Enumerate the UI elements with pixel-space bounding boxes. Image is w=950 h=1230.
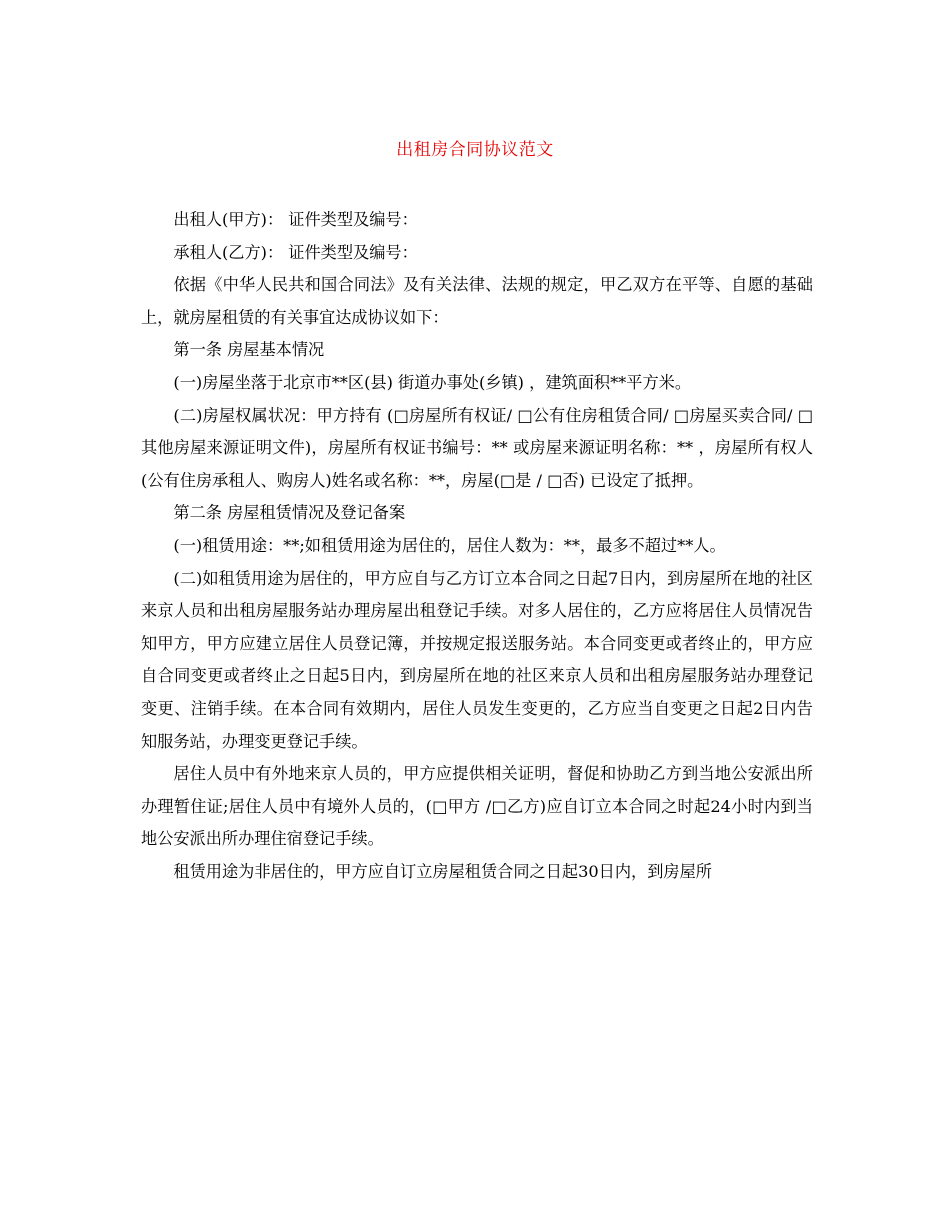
document-body [141, 204, 813, 888]
article-2-heading: 第二条 房屋租赁情况及登记备案 [173, 503, 406, 523]
paragraph-lessor: 出租人(甲方)： 证件类型及编号： [173, 210, 418, 229]
paragraph-ownership: (二)房屋权属状况：甲方持有 (□房屋所有权证/ □公有住房租赁合同/ □房屋买卖合同/ □其他房屋来源证明文件)，房屋所有权证书编号：** 或房屋来源证明名称：** ，房屋所有权人(公有住房承租人、购房人)姓名或名称：**，房屋(□是 / □否) 已设定了抵押。 [141, 405, 813, 490]
paragraph-nonresidential: 租赁用途为非居住的，甲方应自订立房屋租赁合同之日起30日内，到房屋所 [173, 861, 712, 881]
article-1-heading: 第一条 房屋基本情况 [173, 340, 325, 360]
document-title: 出租房合同协议范文 [396, 140, 554, 160]
paragraph-lessee: 承租人(乙方)： 证件类型及编号： [173, 242, 418, 262]
paragraph-registration: (二)如租赁用途为居住的，甲方应自与乙方订立本合同之日起7日内，到房屋所在地的社区来京人员和出租房屋服务站办理房屋出租登记手续。对多人居住的，乙方应将居住人员情况告知甲方，甲方应建立居住人员登记簿，并按规定报送服务站。本合同变更或者终止的，甲方应自合同变更或者终止之日起5日内，到房屋所在地的社区来京人员和出租房屋服务站办理登记变更、注销手续。在本合同有效期内，居住人员发生变更的，乙方应当自变更之日起2日内告知服务站，办理变更登记手续。 [141, 568, 813, 751]
paragraph-nonlocal-residents: 居住人员中有外地来京人员的，甲方应提供相关证明，督促和协助乙方到当地公安派出所办理暂住证;居住人员中有境外人员的，(□甲方 /□乙方)应自订立本合同之时起24小时内到当地公安派出所办理住宿登记手续。 [141, 764, 813, 849]
paragraph-basis: 依据《中华人民共和国合同法》及有关法律、法规的规定，甲乙双方在平等、自愿的基础上，就房屋租赁的有关事宜达成协议如下： [141, 275, 813, 327]
paragraph-location: (一)房屋坐落于北京市**区(县) 街道办事处(乡镇) ，建筑面积**平方米。 [173, 372, 692, 392]
paragraph-usage: (一)租赁用途：**;如租赁用途为居住的，居住人数为：**，最多不超过**人。 [173, 535, 726, 555]
